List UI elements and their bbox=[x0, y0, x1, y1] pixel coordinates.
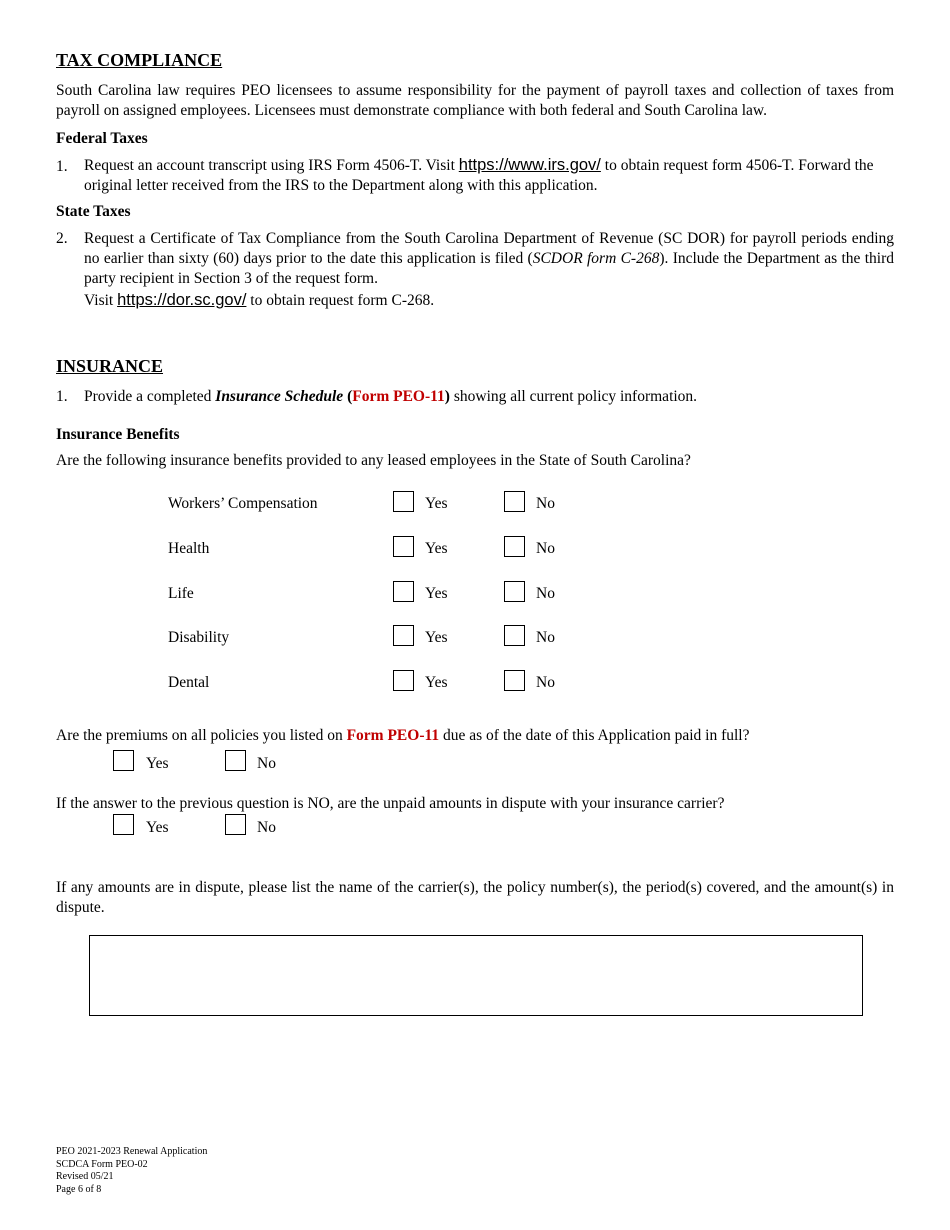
paren-open: ( bbox=[343, 388, 353, 405]
federal-item-text bbox=[84, 155, 894, 196]
premiums-after: due as of the date of this Application paid in full? bbox=[439, 727, 750, 744]
dor-visit-line bbox=[84, 290, 894, 311]
no-label: No bbox=[536, 674, 555, 691]
dental-yes-checkbox[interactable] bbox=[393, 670, 414, 691]
benefit-label: Dental bbox=[168, 674, 210, 691]
dental-no-checkbox[interactable] bbox=[504, 670, 525, 691]
health-no-checkbox[interactable] bbox=[504, 536, 525, 557]
workers-comp-no-checkbox[interactable] bbox=[504, 491, 525, 512]
insurance-benefits-heading: Insurance Benefits bbox=[56, 426, 180, 443]
no-label: No bbox=[257, 819, 276, 836]
footer-application-name: PEO 2021-2023 Renewal Application bbox=[56, 1146, 208, 1157]
federal-taxes-heading: Federal Taxes bbox=[56, 130, 148, 147]
scdor-form-reference: SCDOR form C-268 bbox=[532, 250, 660, 267]
irs-link[interactable]: https://www.irs.gov/ bbox=[458, 156, 601, 174]
insurance-item-number: 1. bbox=[56, 388, 68, 405]
state-text-after: ). Include the Department as the third party recipient in Section 3 of the request form. bbox=[84, 250, 894, 287]
state-taxes-heading: State Taxes bbox=[56, 203, 131, 220]
federal-text-before: Request an account transcript using IRS Form 4506-T. Visit bbox=[84, 157, 459, 174]
insurance-schedule-label: Insurance Schedule bbox=[215, 388, 344, 405]
state-item-text bbox=[84, 229, 894, 289]
insurance-heading: INSURANCE bbox=[56, 356, 164, 376]
no-label: No bbox=[536, 495, 555, 512]
benefit-label: Disability bbox=[168, 629, 230, 646]
federal-text-after: to obtain request form 4506-T. Forward the original letter received from the IRS to the Department along with this application. bbox=[84, 157, 874, 194]
insurance-item-text bbox=[84, 387, 894, 407]
benefits-question: Are the following insurance benefits provided to any leased employees in the State of South Carolina? bbox=[56, 452, 691, 469]
premiums-before: Are the premiums on all policies you listed on bbox=[56, 727, 347, 744]
insurance-item-after: showing all current policy information. bbox=[449, 388, 698, 405]
benefit-label: Workers’ Compensation bbox=[168, 495, 318, 512]
workers-comp-yes-checkbox[interactable] bbox=[393, 491, 414, 512]
dispute-details-textbox[interactable] bbox=[89, 935, 863, 1016]
state-text-before: Request a Certificate of Tax Compliance from the South Carolina Department of Revenue (SC DOR) for payroll periods ending no earlier than sixty (60) days prior to the date this application is filed ( bbox=[84, 230, 894, 267]
benefit-label: Life bbox=[168, 585, 194, 602]
tax-intro-paragraph: South Carolina law requires PEO licensees to assume responsibility for the payment of payroll taxes and collection of taxes from payroll on assigned employees. Licensees must demonstrate compliance with both federal and South Carolina law. bbox=[56, 82, 894, 119]
yes-label: Yes bbox=[146, 755, 169, 772]
no-label: No bbox=[536, 540, 555, 557]
yes-label: Yes bbox=[425, 585, 448, 602]
premiums-paid-no-checkbox[interactable] bbox=[225, 750, 246, 771]
federal-item-number: 1. bbox=[56, 158, 68, 175]
premiums-form-reference: Form PEO-11 bbox=[346, 727, 440, 744]
no-label: No bbox=[536, 585, 555, 602]
state-item-number: 2. bbox=[56, 230, 68, 247]
dispute-no-checkbox[interactable] bbox=[225, 814, 246, 835]
premiums-paid-yes-checkbox[interactable] bbox=[113, 750, 134, 771]
yes-label: Yes bbox=[425, 540, 448, 557]
dispute-question: If the answer to the previous question is NO, are the unpaid amounts in dispute with your insurance carrier? bbox=[56, 795, 725, 812]
life-yes-checkbox[interactable] bbox=[393, 581, 414, 602]
life-no-checkbox[interactable] bbox=[504, 581, 525, 602]
insurance-item-before: Provide a completed bbox=[84, 388, 216, 405]
visit-before: Visit bbox=[84, 292, 118, 309]
no-label: No bbox=[257, 755, 276, 772]
footer bbox=[56, 1146, 207, 1196]
disability-no-checkbox[interactable] bbox=[504, 625, 525, 646]
tax-compliance-heading: TAX COMPLIANCE bbox=[56, 50, 223, 70]
premiums-question bbox=[56, 726, 750, 746]
yes-label: Yes bbox=[146, 819, 169, 836]
dor-link[interactable]: https://dor.sc.gov/ bbox=[117, 291, 247, 309]
yes-label: Yes bbox=[425, 674, 448, 691]
form-peo-11-reference: Form PEO-11 bbox=[352, 388, 445, 405]
disability-yes-checkbox[interactable] bbox=[393, 625, 414, 646]
visit-after: to obtain request form C-268. bbox=[246, 292, 435, 309]
no-label: No bbox=[536, 629, 555, 646]
dispute-yes-checkbox[interactable] bbox=[113, 814, 134, 835]
footer-revision: Revised 05/21 bbox=[56, 1171, 114, 1182]
paren-close: ) bbox=[444, 388, 450, 405]
yes-label: Yes bbox=[425, 495, 448, 512]
benefit-label: Health bbox=[168, 540, 210, 557]
footer-page-number: Page 6 of 8 bbox=[56, 1183, 102, 1195]
dispute-list-prompt: If any amounts are in dispute, please list the name of the carrier(s), the policy number(s), the period(s) covered, and the amount(s) in dispute. bbox=[56, 879, 894, 916]
health-yes-checkbox[interactable] bbox=[393, 536, 414, 557]
yes-label: Yes bbox=[425, 629, 448, 646]
footer-form-number: SCDCA Form PEO-02 bbox=[56, 1158, 148, 1170]
